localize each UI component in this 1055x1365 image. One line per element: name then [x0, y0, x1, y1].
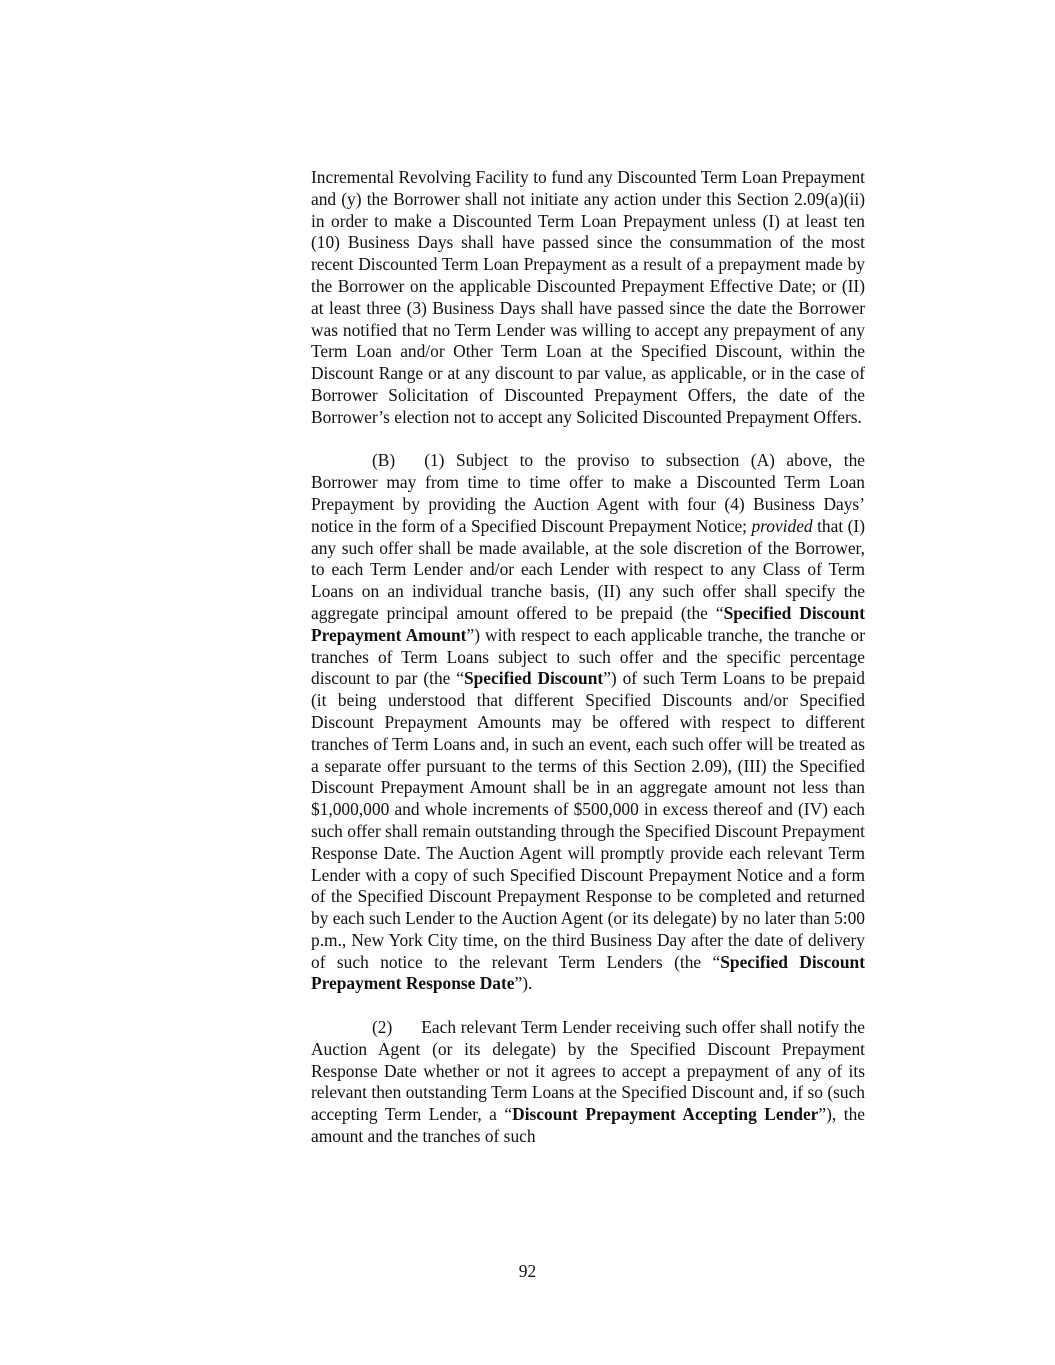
document-body: [311, 167, 865, 1148]
defined-term: Specified Discount Prepayment Response Date: [311, 951, 865, 994]
paragraph-b-1: [311, 450, 865, 995]
paragraph-text: ”), the amount and the tranches of such: [311, 1104, 866, 1147]
clause-label-b: (B): [372, 450, 396, 471]
clause-label-2: (2): [372, 1017, 393, 1038]
paragraph-text: ”) of such Term Loans to be prepaid (it being understood that different Specified Discounts and/or Specified Discount Prepayment Amounts may be offered with respect to different tranches of Term Loans and, in such an event, each such offer will be treated as a separate offer pursuant to the terms of this Section 2.09), (III) the Specified Discount Prepayment Amount shall be in an aggregate amount not less than $1,000,000 and whole increments of $500,000 in excess thereof and (IV) each such offer shall remain outstanding through the Specified Discount Prepayment Response Date. The Auction Agent will promptly provide each relevant Term Lender with a copy of such Specified Discount Prepayment Notice and a form of the Specified Discount Prepayment Response to be completed and returned by each such Lender to the Auction Agent (or its delegate) by no later than 5:00 p.m., New York City time, on the third Business Day after the date of delivery of such notice to the relevant Term Lenders (the “: [311, 668, 866, 972]
paragraph-text: Subject to the proviso to subsection (A) above, the Borrower may from time to time offer to make a Discounted Term Loan Prepayment by providing the Auction Agent with four (4) Business Days’ notice in the form of a Specified Discount Prepayment Notice;: [311, 450, 865, 536]
proviso-term: provided: [751, 515, 813, 536]
paragraph-text: ”) with respect to each applicable tranche, the tranche or tranches of Term Loans subject to such offer and the specific percentage discount to par (the “: [311, 624, 865, 689]
paragraph-continuation: Incremental Revolving Facility to fund any Discounted Term Loan Prepayment and (y) the Borrower shall not initiate any action under this Section 2.09(a)(ii) in order to make a Discounted Term Loan Prepayment unless (I) at least ten (10) Business Days shall have passed since the consummation of the most recent Discounted Term Loan Prepayment as a result of a prepayment made by the Borrower on the applicable Discounted Prepayment Effective Date; or (II) at least three (3) Business Days shall have passed since the date the Borrower was notified that no Term Lender was willing to accept any prepayment of any Term Loan and/or Other Term Loan at the Specified Discount, within the Discount Range or at any discount to par value, as applicable, or in the case of Borrower Solicitation of Discounted Prepayment Offers, the date of the Borrower’s election not to accept any Solicited Discounted Prepayment Offers.: [311, 167, 865, 427]
defined-term: Discount Prepayment Accepting Lender: [512, 1104, 819, 1125]
defined-term: Specified Discount: [463, 668, 604, 689]
page-number: 92: [518, 1261, 537, 1281]
paragraph-2: [311, 1017, 865, 1148]
defined-term: Specified Discount Prepayment Amount: [311, 602, 865, 645]
clause-label-1: (1): [424, 450, 445, 471]
paragraph-text: ”).: [514, 973, 533, 994]
paragraph-text: that (I) any such offer shall be made available, at the sole discretion of the Borrower, to each Term Lender and/or each Lender with respect to any Class of Term Loans on an individual tranche basis, (II) any such offer shall specify the aggregate principal amount offered to be prepaid (the “: [311, 515, 865, 623]
paragraph-text: Each relevant Term Lender receiving such offer shall notify the Auction Agent (or its delegate) by the Specified Discount Prepayment Response Date whether or not it agrees to accept a prepayment of any of its relevant then outstanding Term Loans at the Specified Discount and, if so (such accepting Term Lender, a “: [311, 1017, 865, 1125]
